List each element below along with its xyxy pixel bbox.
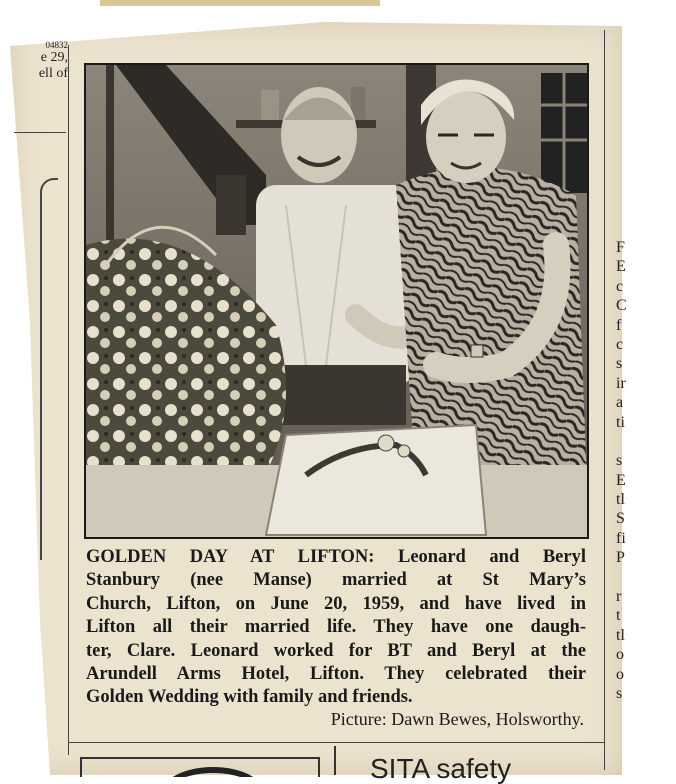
column-rule-left <box>68 45 69 755</box>
right-fragment-letter: ir <box>616 374 626 392</box>
caption-line: ter, Clare. Leonard worked for BT and Beryl at the <box>86 640 586 661</box>
left-fragment-line-2: e 29, <box>40 50 68 65</box>
right-fragment-letter: o <box>616 646 624 664</box>
photo-credit: Picture: Dawn Bewes, Holsworthy. <box>330 709 584 729</box>
caption-line: Lifton all their married life. They have one daugh- <box>86 617 586 638</box>
photo-illustration <box>86 65 587 537</box>
column-bracket <box>40 178 58 560</box>
right-fragment-letter: o <box>616 665 624 683</box>
right-fragment-letter: E <box>616 258 626 276</box>
right-fragment-letter: s <box>616 452 623 470</box>
right-fragment-letter: s <box>616 355 623 373</box>
right-fragment-letter: c <box>616 277 624 295</box>
caption-line: Golden Wedding with family and friends. <box>86 687 413 708</box>
right-fragment-letter: F <box>616 239 625 256</box>
right-fragment-letter <box>616 568 636 587</box>
bottom-ad-box <box>80 757 320 777</box>
left-fragment-line-1: 04832 <box>45 40 68 50</box>
adjacent-clipping-edge <box>100 0 380 6</box>
right-fragment-letter: E <box>616 471 626 489</box>
caption-line: GOLDEN DAY AT LIFTON: Leonard and Beryl <box>86 547 586 567</box>
column-rule-right <box>604 30 605 770</box>
next-article-headline: SITA safety <box>370 753 512 784</box>
photo-caption <box>86 546 586 710</box>
photo <box>84 63 589 539</box>
bottom-column-rule <box>334 746 336 775</box>
bottom-rule <box>68 742 604 743</box>
column-rule-short <box>14 132 66 133</box>
caption-line: Church, Lifton, on June 20, 1959, and have lived in <box>86 593 586 614</box>
right-fragment-letter: t <box>616 607 621 625</box>
right-fragment-letter: P <box>616 549 625 567</box>
left-fragment-line-3: ell of <box>38 66 68 81</box>
right-fragment-letter: ti <box>616 413 625 431</box>
right-fragment-letter: s <box>616 684 623 702</box>
right-fragment-letter: fi <box>616 529 626 547</box>
caption-line: Arundell Arms Hotel, Lifton. They celebrated their <box>86 664 586 685</box>
right-fragment-letter: tl <box>616 491 625 509</box>
logo-arc-icon <box>162 767 264 777</box>
right-column-fragment <box>616 238 636 703</box>
right-fragment-letter: r <box>616 588 622 606</box>
right-fragment-letter: f <box>616 316 622 334</box>
right-fragment-letter: S <box>616 510 625 528</box>
right-fragment-letter: tl <box>616 626 625 644</box>
right-fragment-letter <box>616 432 636 451</box>
right-fragment-letter: c <box>616 335 624 353</box>
right-fragment-letter: a <box>616 394 624 412</box>
right-fragment-letter: C <box>616 297 627 315</box>
left-column-fragment <box>10 40 68 100</box>
caption-line: Stanbury (nee Manse) married at St Mary’s <box>86 570 586 591</box>
